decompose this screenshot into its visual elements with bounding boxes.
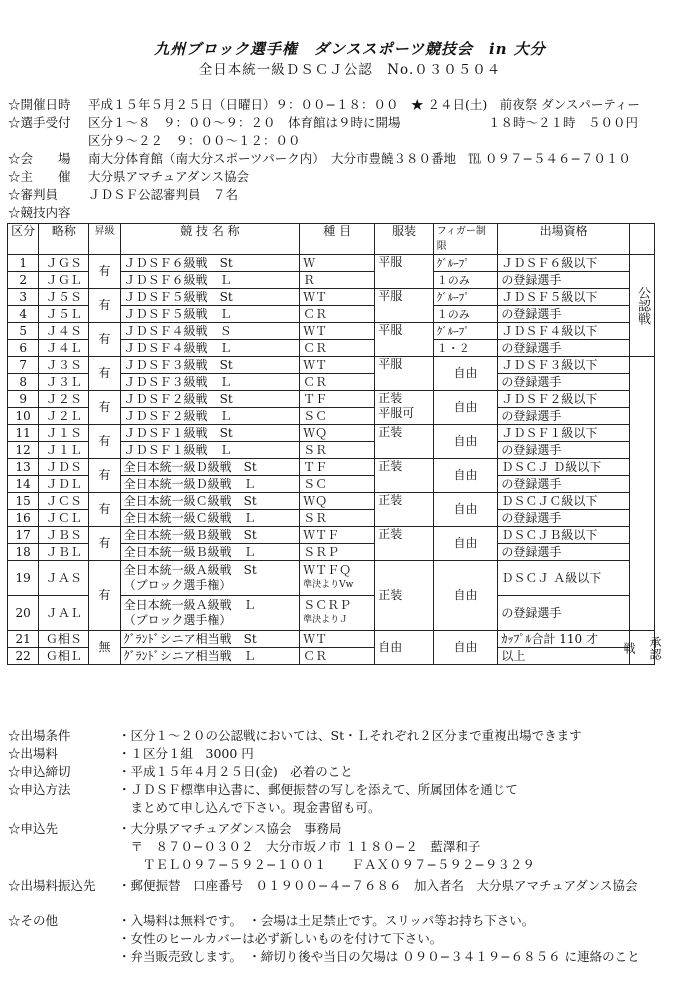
row-event: ＣＲ bbox=[300, 340, 375, 357]
row-figure: ｸﾞﾙｰﾌﾟ bbox=[433, 255, 498, 272]
info-judges bbox=[8, 186, 238, 204]
row-number: 10 bbox=[8, 408, 39, 425]
row-name-line: （ブロック選手権） bbox=[123, 578, 232, 592]
header-cell: フィガー制限 bbox=[433, 224, 498, 255]
row-dress bbox=[375, 561, 433, 631]
row-name: ＪＤＳＦ３級戦 Ｌ bbox=[120, 374, 299, 391]
row-number: 18 bbox=[8, 544, 39, 561]
row-name: ｸﾞﾗﾝﾄﾞシニア相当戦 St bbox=[120, 631, 299, 648]
condition-label: ☆出場条件 bbox=[8, 728, 71, 743]
info-label: ☆選手受付 bbox=[8, 115, 71, 130]
row-number: 8 bbox=[8, 374, 39, 391]
row-abbr: Ｊ２Ｌ bbox=[39, 408, 89, 425]
row-dress bbox=[375, 527, 433, 561]
row-name: ＪＤＳＦ１級戦 St bbox=[120, 425, 299, 442]
table-row bbox=[8, 425, 655, 442]
condition-line bbox=[8, 856, 535, 874]
row-abbr: ＪＢＬ bbox=[39, 544, 89, 561]
row-abbr: Ｊ５Ｌ bbox=[39, 306, 89, 323]
info-contents bbox=[8, 204, 88, 222]
condition-line bbox=[8, 781, 518, 799]
row-event-note: 準決よりＪ bbox=[303, 615, 349, 625]
condition-label: ☆申込締切 bbox=[8, 764, 71, 779]
row-name: ＪＤＳＦ２級戦 St bbox=[120, 391, 299, 408]
table-row bbox=[8, 289, 655, 306]
row-qualification: の登録選手 bbox=[498, 476, 629, 493]
row-qualification: ＤＳＣＪ Ａ級以下 bbox=[498, 561, 629, 596]
row-event: Ｒ bbox=[300, 272, 375, 289]
header-cell: 区分 bbox=[8, 224, 39, 255]
header-cell-blank bbox=[629, 224, 654, 255]
row-number: 17 bbox=[8, 527, 39, 544]
row-promotion: 有 bbox=[89, 391, 120, 425]
row-dress bbox=[375, 255, 433, 289]
row-number: 20 bbox=[8, 596, 39, 631]
row-abbr: Ｊ２Ｓ bbox=[39, 391, 89, 408]
row-qualification: ＪＤＳＦ５級以下 bbox=[498, 289, 629, 306]
row-figure: 自由 bbox=[433, 357, 498, 391]
row-dress-line: 平服 bbox=[378, 289, 403, 303]
row-abbr: ＪＣＬ bbox=[39, 510, 89, 527]
row-number: 16 bbox=[8, 510, 39, 527]
header-cell: 略称 bbox=[39, 224, 89, 255]
row-abbr: ＪＡＬ bbox=[39, 596, 89, 631]
row-event: ＳＲ bbox=[300, 442, 375, 459]
row-figure: 自由 bbox=[433, 459, 498, 493]
header-cell: 昇級 bbox=[89, 224, 120, 255]
condition-text: ・ＪＤＳＦ標準申込書に、郵便振替の写しを添えて、所属団体を通じて bbox=[118, 782, 518, 797]
row-event: ＷＴ bbox=[300, 323, 375, 340]
row-qualification: ＤＳＣＪＢ級以下 bbox=[498, 527, 629, 544]
condition-line bbox=[8, 838, 480, 856]
table-row bbox=[8, 631, 655, 648]
row-promotion: 有 bbox=[89, 255, 120, 289]
row-abbr: ＪＡＳ bbox=[39, 561, 89, 596]
row-event: ＷＴＦ bbox=[300, 527, 375, 544]
condition-line bbox=[8, 727, 582, 745]
row-number: 5 bbox=[8, 323, 39, 340]
row-promotion: 有 bbox=[89, 493, 120, 527]
row-figure: 自由 bbox=[433, 561, 498, 631]
row-event: ＴＦ bbox=[300, 391, 375, 408]
row-event: ＷＴ bbox=[300, 357, 375, 374]
row-qualification: ＪＤＳＦ２級以下 bbox=[498, 391, 629, 408]
condition-text: ・大分県アマチュアダンス協会 事務局 bbox=[118, 821, 342, 836]
row-number: 6 bbox=[8, 340, 39, 357]
row-dress-line: 正装 bbox=[378, 527, 403, 541]
row-qualification: の登録選手 bbox=[498, 544, 629, 561]
row-promotion: 有 bbox=[89, 425, 120, 459]
table-row bbox=[8, 493, 655, 510]
row-number: 15 bbox=[8, 493, 39, 510]
condition-line bbox=[8, 948, 640, 966]
row-name: ＪＤＳＦ３級戦 St bbox=[120, 357, 299, 374]
row-qualification: ＤＳＣＪＣ級以下 bbox=[498, 493, 629, 510]
row-name: ＪＤＳＦ５級戦 St bbox=[120, 289, 299, 306]
condition-line bbox=[8, 820, 342, 838]
row-dress bbox=[375, 631, 433, 665]
row-name: ＪＤＳＦ４級戦 Ｓ bbox=[120, 323, 299, 340]
info-label: ☆主 催 bbox=[8, 169, 71, 184]
condition-label: ☆出場料振込先 bbox=[8, 878, 96, 893]
condition-text: ・平成１５年４月２５日(金) 必着のこと bbox=[118, 764, 353, 779]
row-dress-line: 自由 bbox=[378, 640, 403, 654]
row-number: 22 bbox=[8, 648, 39, 665]
row-name-line: （ブロック選手権） bbox=[123, 613, 232, 627]
row-abbr: ＪＧＳ bbox=[39, 255, 89, 272]
row-event: ＣＲ bbox=[300, 306, 375, 323]
row-name bbox=[120, 561, 299, 596]
header-cell: 出場資格 bbox=[498, 224, 629, 255]
row-qualification: ｶｯﾌﾟﾙ合計 110 才 bbox=[498, 631, 629, 648]
row-dress bbox=[375, 289, 433, 323]
row-event: ＴＦ bbox=[300, 459, 375, 476]
row-abbr: Ｊ４Ｌ bbox=[39, 340, 89, 357]
row-name: 全日本統一級Ｂ級戦 Ｌ bbox=[120, 544, 299, 561]
row-name: 全日本統一級Ｃ級戦 St bbox=[120, 493, 299, 510]
table-row bbox=[8, 459, 655, 476]
row-event: ＷＴ bbox=[300, 289, 375, 306]
row-name: ＪＤＳＦ４級戦 Ｌ bbox=[120, 340, 299, 357]
row-number: 11 bbox=[8, 425, 39, 442]
condition-line bbox=[8, 799, 381, 817]
info-label: ☆審判員 bbox=[8, 187, 59, 202]
row-dress-line: 正装 bbox=[378, 459, 403, 473]
row-dress bbox=[375, 391, 433, 425]
row-dress-line: 平服可 bbox=[378, 406, 415, 420]
row-dress-line: 平服 bbox=[378, 255, 403, 269]
row-event: ＳＣ bbox=[300, 408, 375, 425]
row-name-line: 全日本統一級Ａ級戦 St bbox=[123, 563, 257, 577]
condition-label: ☆申込方法 bbox=[8, 782, 71, 797]
row-qualification: ＪＤＳＦ４級以下 bbox=[498, 323, 629, 340]
table-row bbox=[8, 527, 655, 544]
row-abbr: ＪＢＳ bbox=[39, 527, 89, 544]
row-event bbox=[300, 561, 375, 596]
row-dress bbox=[375, 357, 433, 391]
row-number: 13 bbox=[8, 459, 39, 476]
row-abbr: Ｊ３Ｌ bbox=[39, 374, 89, 391]
row-qualification: の登録選手 bbox=[498, 596, 629, 631]
info-text: 大分県アマチュアダンス協会 bbox=[88, 169, 250, 184]
row-dress bbox=[375, 493, 433, 527]
row-number: 4 bbox=[8, 306, 39, 323]
condition-line bbox=[8, 930, 442, 948]
condition-line bbox=[8, 877, 637, 895]
row-event-note: 準決よりVw bbox=[303, 580, 354, 590]
row-abbr: Ｇ相Ｓ bbox=[39, 631, 89, 648]
info-organizer bbox=[8, 168, 249, 186]
condition-text: ・入場料は無料です。 ・会場は土足禁止です。スリッパ等お持ち下さい。 bbox=[118, 913, 535, 928]
row-abbr: ＪＣＳ bbox=[39, 493, 89, 510]
row-figure: １のみ bbox=[433, 272, 498, 289]
table-row bbox=[8, 357, 655, 374]
row-abbr: Ｊ３Ｓ bbox=[39, 357, 89, 374]
row-abbr: Ｊ５Ｓ bbox=[39, 289, 89, 306]
info-venue bbox=[8, 150, 631, 168]
row-promotion: 無 bbox=[89, 631, 120, 665]
row-name: 全日本統一級Ｄ級戦 St bbox=[120, 459, 299, 476]
row-number: 9 bbox=[8, 391, 39, 408]
table-row bbox=[8, 391, 655, 408]
row-event: ＷＱ bbox=[300, 425, 375, 442]
row-event: Ｗ bbox=[300, 255, 375, 272]
header-cell: 服装 bbox=[375, 224, 433, 255]
info-label: ☆会 場 bbox=[8, 151, 71, 166]
condition-line bbox=[8, 763, 353, 781]
row-promotion: 有 bbox=[89, 561, 120, 631]
row-name: ＪＤＳＦ６級戦 Ｌ bbox=[120, 272, 299, 289]
info-text: 平成１５年５月２５日（日曜日）９：００−１８：００ ★ ２４日(土) 前夜祭 ダンスパーティー bbox=[88, 97, 640, 112]
row-qualification: の登録選手 bbox=[498, 374, 629, 391]
row-dress-line: 正装 bbox=[378, 391, 403, 405]
info-label: ☆開催日時 bbox=[8, 97, 71, 112]
info-text: ＪＤＳＦ公認審判員 ７名 bbox=[88, 187, 239, 202]
row-figure: 自由 bbox=[433, 493, 498, 527]
row-name: ＪＤＳＦ１級戦 Ｌ bbox=[120, 442, 299, 459]
row-promotion: 有 bbox=[89, 527, 120, 561]
row-event: ＣＲ bbox=[300, 374, 375, 391]
row-name: ｸﾞﾗﾝﾄﾞシニア相当戦 Ｌ bbox=[120, 648, 299, 665]
row-number: 2 bbox=[8, 272, 39, 289]
row-promotion: 有 bbox=[89, 323, 120, 357]
row-dress-line: 正装 bbox=[378, 588, 403, 602]
row-promotion: 有 bbox=[89, 357, 120, 391]
row-abbr: ＪＤＬ bbox=[39, 476, 89, 493]
table-header bbox=[8, 224, 655, 255]
header-cell: 種 目 bbox=[300, 224, 375, 255]
row-name: ＪＤＳＦ６級戦 St bbox=[120, 255, 299, 272]
row-name bbox=[120, 596, 299, 631]
condition-text: まとめて申し込んで下さい。現金書留も可。 bbox=[118, 800, 381, 815]
row-qualification: ＪＤＳＦ６級以下 bbox=[498, 255, 629, 272]
row-dress-line: 平服 bbox=[378, 323, 403, 337]
row-qualification: の登録選手 bbox=[498, 442, 629, 459]
row-number: 12 bbox=[8, 442, 39, 459]
condition-line bbox=[8, 912, 534, 930]
row-figure: １のみ bbox=[433, 306, 498, 323]
row-figure: 自由 bbox=[433, 425, 498, 459]
info-reception-2 bbox=[8, 132, 301, 150]
condition-text: ・郵便振替 口座番号 ０１９００−４−７６８６ 加入者名 大分県アマチュアダンス協会 bbox=[118, 878, 638, 893]
row-qualification: の登録選手 bbox=[498, 408, 629, 425]
approved-label: 承認戦 bbox=[629, 631, 654, 665]
row-qualification: 以上 bbox=[498, 648, 629, 665]
row-dress bbox=[375, 459, 433, 493]
row-name: ＪＤＳＦ５級戦 Ｌ bbox=[120, 306, 299, 323]
condition-text: ・女性のヒールカバーは必ず新しいものを付けて下さい。 bbox=[118, 931, 443, 946]
row-figure: 自由 bbox=[433, 527, 498, 561]
row-name: 全日本統一級Ｄ級戦 Ｌ bbox=[120, 476, 299, 493]
row-dress bbox=[375, 323, 433, 357]
row-abbr: ＪＧＬ bbox=[39, 272, 89, 289]
row-event-line: ＳＣＲＰ bbox=[303, 598, 352, 612]
row-number: 1 bbox=[8, 255, 39, 272]
info-text: 南大分体育館（南大分スポーツパーク内） 大分市豊饒３８０番地 ℡ ０９７−５４６−７０１０ bbox=[88, 151, 631, 166]
row-promotion: 有 bbox=[89, 289, 120, 323]
info-label: ☆競技内容 bbox=[8, 205, 71, 220]
table-row bbox=[8, 323, 655, 340]
row-abbr: Ｊ４Ｓ bbox=[39, 323, 89, 340]
official-label: 公認戦 bbox=[629, 255, 654, 357]
row-event: ＷＴ bbox=[300, 631, 375, 648]
condition-label: ☆申込先 bbox=[8, 821, 59, 836]
row-figure: 自由 bbox=[433, 391, 498, 425]
row-promotion: 有 bbox=[89, 459, 120, 493]
row-figure: ｸﾞﾙｰﾌﾟ bbox=[433, 323, 498, 340]
row-figure: ｸﾞﾙｰﾌﾟ bbox=[433, 289, 498, 306]
row-event-line: ＷＴＦＱ bbox=[303, 563, 352, 577]
row-abbr: ＪＤＳ bbox=[39, 459, 89, 476]
row-dress bbox=[375, 425, 433, 459]
row-event: ＣＲ bbox=[300, 648, 375, 665]
condition-text: ・弁当販売致します。 ・締切り後や当日の欠場は ０９０−３４１９−６８５６ に連絡のこと bbox=[118, 949, 640, 964]
row-name: ＪＤＳＦ２級戦 Ｌ bbox=[120, 408, 299, 425]
row-abbr: Ｊ１Ｓ bbox=[39, 425, 89, 442]
row-number: 7 bbox=[8, 357, 39, 374]
row-qualification: の登録選手 bbox=[498, 510, 629, 527]
row-figure: １・２ bbox=[433, 340, 498, 357]
info-date bbox=[8, 96, 640, 114]
condition-text: 〒 ８７０−０３０２ 大分市坂ノ市 １１８０−２ 藍澤和子 bbox=[118, 839, 481, 854]
row-name: 全日本統一級Ｂ級戦 St bbox=[120, 527, 299, 544]
document-title: 九州ブロック選手権 ダンススポーツ競技会 in 大分 bbox=[154, 40, 546, 58]
row-event: ＳＣ bbox=[300, 476, 375, 493]
row-qualification: ＪＤＳＦ３級以下 bbox=[498, 357, 629, 374]
row-qualification: の登録選手 bbox=[498, 340, 629, 357]
condition-text: ・区分１〜２０の公認戦においては、St・Ｌそれぞれ２区分まで重複出場できます bbox=[118, 728, 582, 743]
condition-text: ＴＥＬ０９７−５９２−１００１ ＦＡＸ０９７−５９２−９３２９ bbox=[118, 857, 535, 872]
row-name: 全日本統一級Ｃ級戦 Ｌ bbox=[120, 510, 299, 527]
condition-label: ☆出場料 bbox=[8, 746, 59, 761]
row-number: 3 bbox=[8, 289, 39, 306]
row-number: 19 bbox=[8, 561, 39, 596]
row-qualification: ＪＤＳＦ１級以下 bbox=[498, 425, 629, 442]
row-dress-line: 正装 bbox=[378, 493, 403, 507]
row-dress-line: 正装 bbox=[378, 425, 403, 439]
document-subtitle: 全日本統一級ＤＳＣＪ公認 No.０３０５０４ bbox=[198, 62, 502, 78]
condition-text: ・１区分１組 3000 円 bbox=[118, 746, 254, 761]
row-name-line: 全日本統一級Ａ級戦 Ｌ bbox=[123, 598, 256, 612]
row-qualification: の登録選手 bbox=[498, 272, 629, 289]
competition-table bbox=[7, 223, 662, 665]
row-abbr: Ｊ１Ｌ bbox=[39, 442, 89, 459]
header-cell: 競 技 名 称 bbox=[120, 224, 299, 255]
row-number: 21 bbox=[8, 631, 39, 648]
table-row bbox=[8, 561, 655, 596]
condition-line bbox=[8, 745, 254, 763]
info-text: 区分９〜２２ ９：００〜１２：００ bbox=[88, 133, 301, 148]
row-event bbox=[300, 596, 375, 631]
table-row bbox=[8, 255, 655, 272]
row-abbr: Ｇ相Ｌ bbox=[39, 648, 89, 665]
row-event: ＳＲＰ bbox=[300, 544, 375, 561]
row-number: 14 bbox=[8, 476, 39, 493]
row-event: ＷＱ bbox=[300, 493, 375, 510]
info-text: 区分１〜８ ９：００〜９：２０ 体育館は９時に開場 １８時〜２１時 ５００円 bbox=[88, 115, 639, 130]
row-event: ＳＲ bbox=[300, 510, 375, 527]
side-blank bbox=[629, 357, 654, 631]
info-reception bbox=[8, 114, 638, 132]
row-dress-line: 平服 bbox=[378, 357, 403, 371]
row-qualification: の登録選手 bbox=[498, 306, 629, 323]
row-qualification: ＤＳＣＪ Ｄ級以下 bbox=[498, 459, 629, 476]
condition-label: ☆その他 bbox=[8, 913, 59, 928]
row-figure: 自由 bbox=[433, 631, 498, 665]
